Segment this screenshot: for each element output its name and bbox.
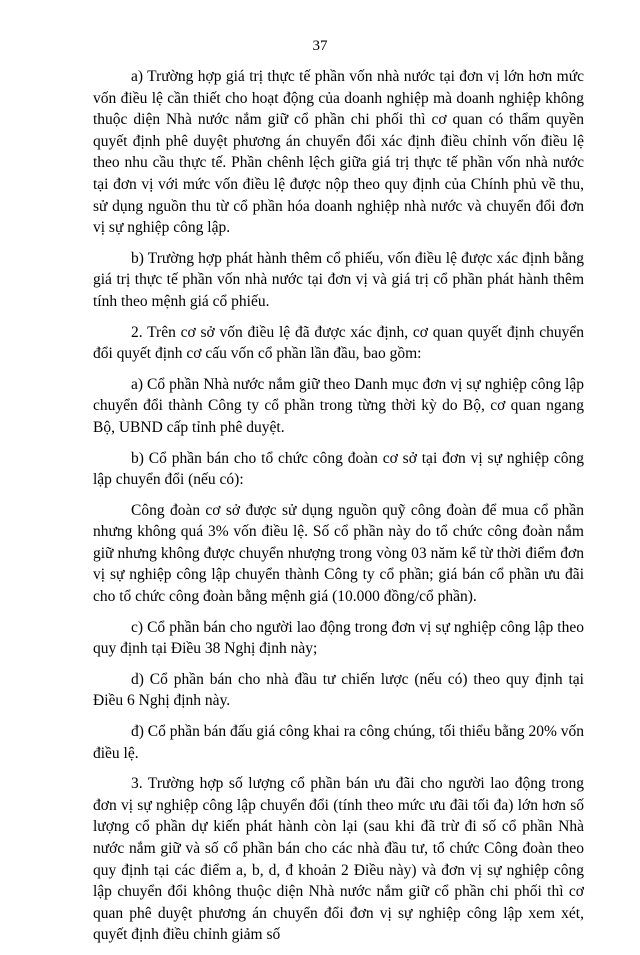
- paragraph-2d: d) Cổ phần bán cho nhà đầu tư chiến lược (nếu có) theo quy định tại Điều 6 Nghị định này.: [93, 670, 584, 710]
- paragraph-2a: a) Cổ phần Nhà nước nắm giữ theo Danh mục đơn vị sự nghiệp công lập chuyển đổi thành Công ty cổ phần trong từng thời kỳ do Bộ, cơ quan ngang Bộ, UBND cấp tỉnh phê duyệt.: [93, 375, 584, 436]
- paragraph-2c: c) Cổ phần bán cho người lao động trong đơn vị sự nghiệp công lập theo quy định tại Điều 38 Nghị định này;: [93, 618, 584, 658]
- page-number: 37: [312, 38, 328, 54]
- paragraph-3b: b) Trường hợp phát hành thêm cổ phiếu, vốn điều lệ được xác định bằng giá trị thực tế phần vốn nhà nước tại đơn vị và giá trị cổ phần phát hành thêm tính theo mệnh giá cổ phiếu.: [93, 249, 584, 310]
- paragraph-union-shares: Công đoàn cơ sở được sử dụng nguồn quỹ công đoàn để mua cổ phần nhưng không quá 3% vốn điều lệ. Số cổ phần này do tổ chức công đoàn nắm giữ nhưng không được chuyển nhượng trong vòng 03 năm kể từ thời điểm đơn vị sự nghiệp công lập chuyển thành Công ty cổ phần; giá bán cổ phần ưu đãi cho tổ chức công đoàn bằng mệnh giá (10.000 đồng/cổ phần).: [93, 501, 584, 606]
- paragraph-clause-2: 2. Trên cơ sở vốn điều lệ đã được xác định, cơ quan quyết định chuyển đổi quyết định cơ cấu vốn cổ phần lần đầu, bao gồm:: [93, 323, 584, 363]
- paragraph-2b: b) Cổ phần bán cho tổ chức công đoàn cơ sở tại đơn vị sự nghiệp công lập chuyển đổi (nếu có):: [93, 449, 584, 489]
- document-body: [93, 66, 584, 955]
- paragraph-2dd: đ) Cổ phần bán đấu giá công khai ra công chúng, tối thiểu bằng 20% vốn điều lệ.: [93, 723, 584, 762]
- paragraph-3a: a) Trường hợp giá trị thực tế phần vốn nhà nước tại đơn vị lớn hơn mức vốn điều lệ cần thiết cho hoạt động của doanh nghiệp mà doanh nghiệp không thuộc diện Nhà nước nắm giữ cổ phần chi phối thì cơ quan có thẩm quyền quyết định phê duyệt phương án chuyển đổi xác định điều chỉnh vốn điều lệ theo nhu cầu thực tế. Phần chênh lệch giữa giá trị thực tế phần vốn nhà nước tại đơn vị với mức vốn điều lệ được nộp theo quy định của Chính phủ về thu, sử dụng nguồn thu từ cổ phần hóa doanh nghiệp nhà nước và chuyển đổi đơn vị sự nghiệp công lập.: [93, 68, 584, 237]
- paragraph-clause-3: 3. Trường hợp số lượng cổ phần bán ưu đãi cho người lao động trong đơn vị sự nghiệp công lập chuyển đổi (tính theo mức ưu đãi tối đa) lớn hơn số lượng cổ phần dự kiến phát hành còn lại (sau khi đã trừ đi số cổ phần Nhà nước nắm giữ và số cổ phần bán cho các nhà đầu tư, tổ chức Công đoàn theo quy định tại các điểm a, b, d, đ khoản 2 Điều này) và đơn vị sự nghiệp công lập chuyển đổi không thuộc diện Nhà nước nắm giữ cổ phần chi phối thì cơ quan phê duyệt phương án chuyển đổi đơn vị sự nghiệp công lập xem xét, quyết định điều chỉnh giảm số: [93, 775, 584, 944]
